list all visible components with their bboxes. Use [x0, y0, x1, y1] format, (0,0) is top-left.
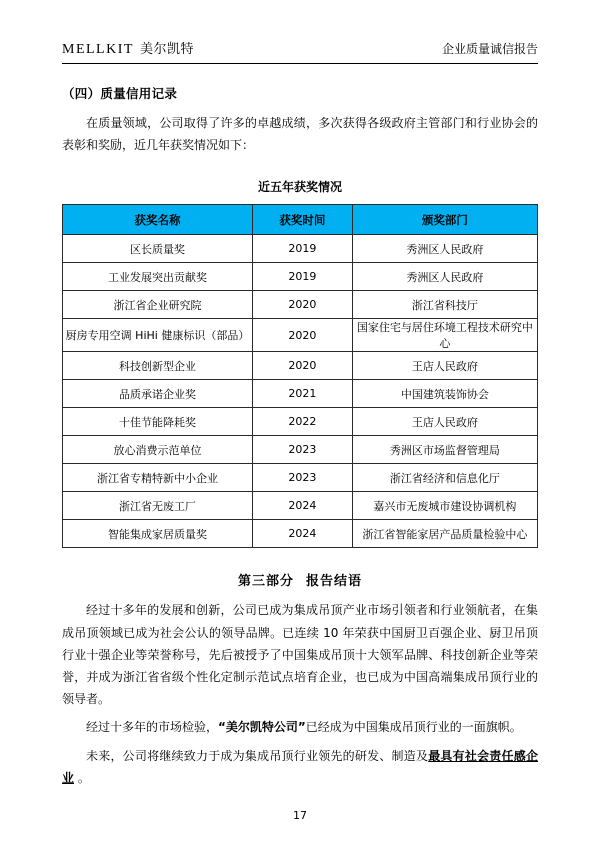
- table-cell: 厨房专用空调 HiHi 健康标识（部品）: [63, 319, 253, 352]
- table-cell: 浙江省经济和信息化厅: [352, 464, 537, 492]
- company-logo: [62, 38, 194, 58]
- table-cell: 2020: [253, 352, 353, 380]
- table-cell: 2024: [253, 520, 353, 548]
- table-cell: 国家住宅与居住环境工程技术研究中心: [352, 319, 537, 352]
- awards-table: [62, 204, 538, 548]
- table-cell: 2021: [253, 380, 353, 408]
- table-row: [63, 380, 538, 408]
- table-header-row: [63, 205, 538, 235]
- table-cell: 中国建筑装饰协会: [352, 380, 537, 408]
- table-cell: 浙江省无废工厂: [63, 492, 253, 520]
- conclusion-2-company: “美尔凯特公司”: [218, 720, 306, 735]
- brand-latin-text: MELLKIT: [62, 42, 134, 57]
- table-cell: 浙江省智能家居产品质量检验中心: [352, 520, 537, 548]
- part-label: 第三部分: [237, 574, 294, 590]
- table-header-cell: 颁奖部门: [352, 205, 537, 235]
- table-cell: 2019: [253, 263, 353, 291]
- page-header: [62, 38, 538, 64]
- table-caption: 近五年获奖情况: [257, 180, 342, 195]
- section-paragraph: 在质量领域，公司取得了许多的卓越成绩，多次获得各级政府主管部门和行业协会的表彰和奖励，近几年获奖情况如下：: [62, 116, 538, 153]
- table-row: [63, 235, 538, 263]
- table-row: [63, 319, 538, 352]
- conclusion-2-post: 已经成为中国集成吊顶行业的一面旗帜。: [305, 720, 522, 735]
- table-cell: 放心消费示范单位: [63, 436, 253, 464]
- table-row: [63, 436, 538, 464]
- table-cell: 智能集成家居质量奖: [63, 520, 253, 548]
- table-header-cell: 获奖时间: [253, 205, 353, 235]
- table-cell: 2020: [253, 319, 353, 352]
- table-cell: 2024: [253, 492, 353, 520]
- conclusion-paragraph-1: 经过十多年的发展和创新，公司已成为集成吊顶产业市场引领者和行业领航者，在集成吊顶领域已成为社会公认的领导品牌。已连续 10 年荣获中国厨卫百强企业、厨卫吊顶行业十强企业等荣誉称号，先后被授予了中国集成吊顶十大领军品牌、科技创新企业等荣誉，并成为浙江省省级个性化定制示范试点培育企业，也已成为中国高端集成吊顶行业的领导者。: [62, 603, 538, 707]
- table-cell: 秀洲区市场监督管理局: [352, 436, 537, 464]
- page-number: 17: [293, 809, 307, 822]
- part-heading: [62, 570, 538, 589]
- table-header-cell: 获奖名称: [63, 205, 253, 235]
- table-cell: 区长质量奖: [63, 235, 253, 263]
- table-cell: 2023: [253, 436, 353, 464]
- table-cell: 2019: [253, 235, 353, 263]
- table-row: [63, 492, 538, 520]
- table-row: [63, 263, 538, 291]
- table-cell: 王店人民政府: [352, 352, 537, 380]
- table-cell: 浙江省专精特新中小企业: [63, 464, 253, 492]
- header-document-title: 企业质量诚信报告: [441, 42, 538, 56]
- table-cell: 王店人民政府: [352, 408, 537, 436]
- table-cell: 品质承诺企业奖: [63, 380, 253, 408]
- table-cell: 浙江省科技厅: [352, 291, 537, 319]
- table-cell: 科技创新型企业: [63, 352, 253, 380]
- table-cell: 工业发展突出贡献奖: [63, 263, 253, 291]
- table-cell: 十佳节能降耗奖: [63, 408, 253, 436]
- conclusion-paragraph-3: [62, 745, 538, 789]
- table-cell: 2022: [253, 408, 353, 436]
- table-cell: 浙江省企业研究院: [63, 291, 253, 319]
- table-row: [63, 464, 538, 492]
- table-row: [63, 520, 538, 548]
- conclusion-3-post: 。: [74, 770, 90, 785]
- table-row: [63, 291, 538, 319]
- table-cell: 嘉兴市无废城市建设协调机构: [352, 492, 537, 520]
- table-cell: 秀洲区人民政府: [352, 235, 537, 263]
- conclusion-3-emphasis: 最具有社会责任感企业: [62, 748, 538, 785]
- conclusion-3-pre: 未来，公司将继续致力于成为集成吊顶行业领先的研发、制造及: [86, 748, 429, 763]
- table-row: [63, 352, 538, 380]
- table-cell: 2023: [253, 464, 353, 492]
- table-row: [63, 408, 538, 436]
- conclusion-paragraph-2: [62, 716, 538, 738]
- table-cell: 秀洲区人民政府: [352, 263, 537, 291]
- brand-chinese-text: 美尔凯特: [139, 42, 194, 57]
- conclusion-2-pre: 经过十多年的市场检验，: [86, 720, 219, 735]
- table-cell: 2020: [253, 291, 353, 319]
- part-title: 报告结语: [306, 574, 363, 590]
- section-heading: （四）质量信用记录: [62, 86, 178, 101]
